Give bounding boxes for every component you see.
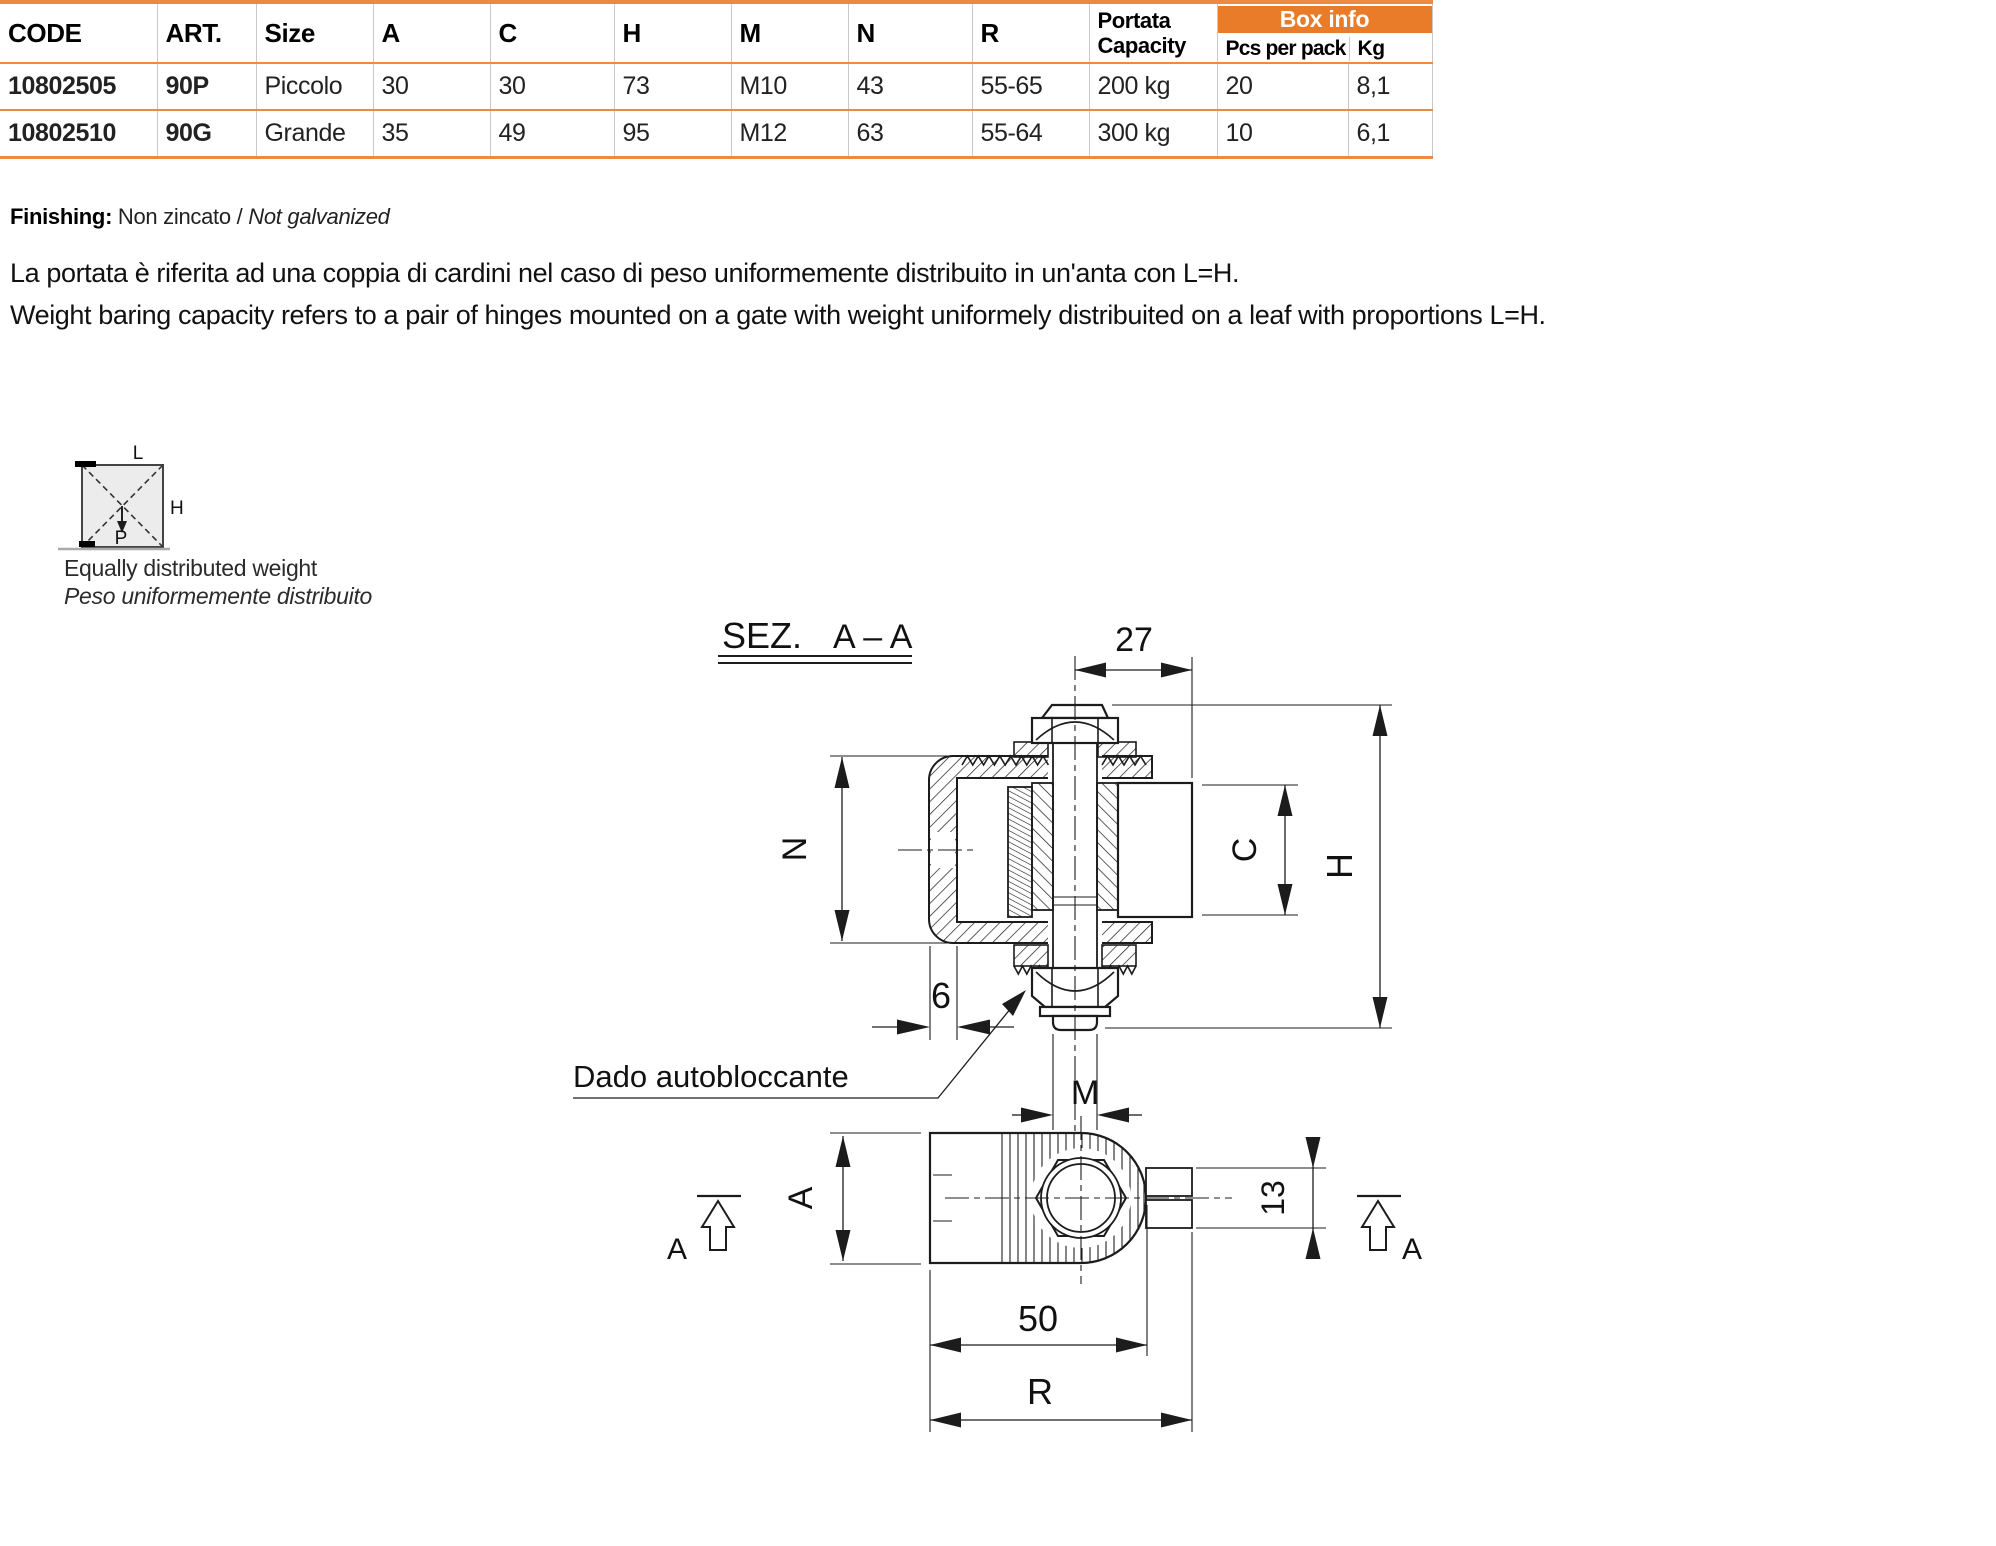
bushing-section: [1008, 787, 1032, 917]
col-header-art: ART.: [157, 2, 256, 63]
finishing-value-en: Not galvanized: [248, 204, 390, 229]
col-header-kg: Kg: [1349, 37, 1426, 61]
cell-code: 10802510: [0, 110, 157, 158]
dim-27-label: 27: [1115, 621, 1153, 659]
note-english: Weight baring capacity refers to a pair of hinges mounted on a gate with weight uniformely distribuited on a leaf with proportions L=H.: [10, 300, 1546, 330]
gate-plate: [1118, 783, 1192, 917]
cell-pcs: 20: [1217, 63, 1348, 110]
pin-stub-upper: [1146, 1168, 1192, 1196]
section-title: SEZ.: [722, 615, 803, 656]
cell-r: 55-64: [972, 110, 1089, 158]
cell-n: 43: [848, 63, 972, 110]
dim-arrow: [1097, 1108, 1129, 1123]
label-l: L: [132, 443, 144, 464]
col-header-pcs-per-pack: Pcs per pack: [1225, 36, 1346, 60]
dim-arrow: [835, 757, 850, 788]
cell-size: Grande: [256, 110, 373, 158]
dim-arrow: [1373, 997, 1388, 1028]
box-info-band: Box info: [1218, 6, 1432, 33]
cell-capacity: 200 kg: [1089, 63, 1217, 110]
dim-n-label: N: [776, 836, 814, 862]
cell-art: 90G: [157, 110, 256, 158]
dim-arrow: [1373, 705, 1388, 736]
cut-label-left: A: [666, 1233, 688, 1266]
hinge-mark-top: [75, 461, 96, 467]
col-header-r: R: [972, 2, 1089, 63]
finishing-value: Non zincato /: [112, 204, 249, 229]
dim-arrow: [1306, 1228, 1321, 1259]
capacity-label-en: Capacity: [1097, 33, 1187, 58]
cell-n: 63: [848, 110, 972, 158]
dim-arrow: [1278, 884, 1293, 915]
cell-m: M10: [731, 63, 848, 110]
bottom-lock-washer: [1102, 945, 1136, 966]
section-cut-right: [1357, 1196, 1422, 1266]
cut-arrow-icon: [702, 1201, 734, 1250]
hinge-mark-bottom: [79, 541, 95, 547]
dim-arrow: [1306, 1137, 1321, 1168]
sleeve-left-wall: [1032, 783, 1053, 910]
col-header-code: CODE: [0, 2, 157, 63]
dim-arrow: [836, 1136, 851, 1167]
section-cut-left: [667, 1196, 741, 1266]
cell-a: 35: [373, 110, 490, 158]
dim-m-label: M: [1070, 1074, 1100, 1112]
col-header-n: N: [848, 2, 972, 63]
leader-arrow: [1002, 990, 1026, 1016]
dim-arrow: [836, 1230, 851, 1261]
cell-pcs: 10: [1217, 110, 1348, 158]
dim-arrow: [1075, 663, 1106, 678]
weight-diagram-caption-en: Equally distributed weight: [64, 555, 318, 581]
dim-h-label: H: [1319, 853, 1360, 879]
note-italian: La portata è riferita ad una coppia di cardini nel caso di peso uniformemente distribuito in un'anta con L=H.: [10, 258, 1240, 288]
dim-13-label: 13: [1255, 1180, 1291, 1216]
col-header-h: H: [614, 2, 731, 63]
dim-arrow: [1116, 1338, 1147, 1353]
cell-c: 30: [490, 63, 614, 110]
plan-view: [667, 1116, 1422, 1432]
dim-arrow: [1021, 1108, 1053, 1123]
cell-r: 55-65: [972, 63, 1089, 110]
weight-diagram-caption-it: Peso uniformemente distribuito: [64, 583, 373, 609]
weight-diagram: [58, 443, 184, 549]
section-title-detail: A – A: [833, 618, 913, 656]
label-p: P: [114, 528, 128, 549]
capacity-label-it: Portata: [1097, 8, 1171, 33]
dim-6-label: 6: [930, 975, 952, 1016]
finishing-label: Finishing:: [10, 204, 113, 229]
cell-art: 90P: [157, 63, 256, 110]
label-h: H: [170, 498, 184, 519]
leader-label: Dado autobloccante: [573, 1059, 849, 1094]
cut-label-right: A: [1401, 1233, 1423, 1266]
dim-arrow: [835, 910, 850, 941]
sleeve-right-wall: [1097, 783, 1118, 910]
cell-h: 95: [614, 110, 731, 158]
col-header-m: M: [731, 2, 848, 63]
col-header-size: Size: [256, 2, 373, 63]
dim-arrow: [1161, 1413, 1192, 1428]
pin-stub-lower: [1146, 1200, 1192, 1228]
dim-50-label: 50: [1017, 1298, 1059, 1339]
bottom-lock-washer: [1014, 945, 1048, 966]
section-view: [573, 615, 1392, 1158]
cell-kg: 6,1: [1348, 110, 1432, 158]
cell-capacity: 300 kg: [1089, 110, 1217, 158]
cell-code: 10802505: [0, 63, 157, 110]
dim-arrow: [957, 1020, 990, 1035]
dim-c-label: C: [1226, 837, 1264, 863]
dim-arrow: [930, 1413, 961, 1428]
cell-c: 49: [490, 110, 614, 158]
dim-r-label: R: [1027, 1371, 1053, 1412]
cell-a: 30: [373, 63, 490, 110]
cut-arrow-icon: [1362, 1201, 1394, 1250]
col-header-c: C: [490, 2, 614, 63]
dim-a-label: A: [782, 1186, 820, 1210]
dim-arrow: [1161, 663, 1192, 678]
dim-arrow: [897, 1020, 930, 1035]
cell-m: M12: [731, 110, 848, 158]
dim-arrow: [1278, 785, 1293, 816]
dim-arrow: [930, 1338, 961, 1353]
cell-kg: 8,1: [1348, 63, 1432, 110]
top-lock-washer: [1098, 742, 1136, 757]
cell-h: 73: [614, 63, 731, 110]
col-header-a: A: [373, 2, 490, 63]
cell-size: Piccolo: [256, 63, 373, 110]
